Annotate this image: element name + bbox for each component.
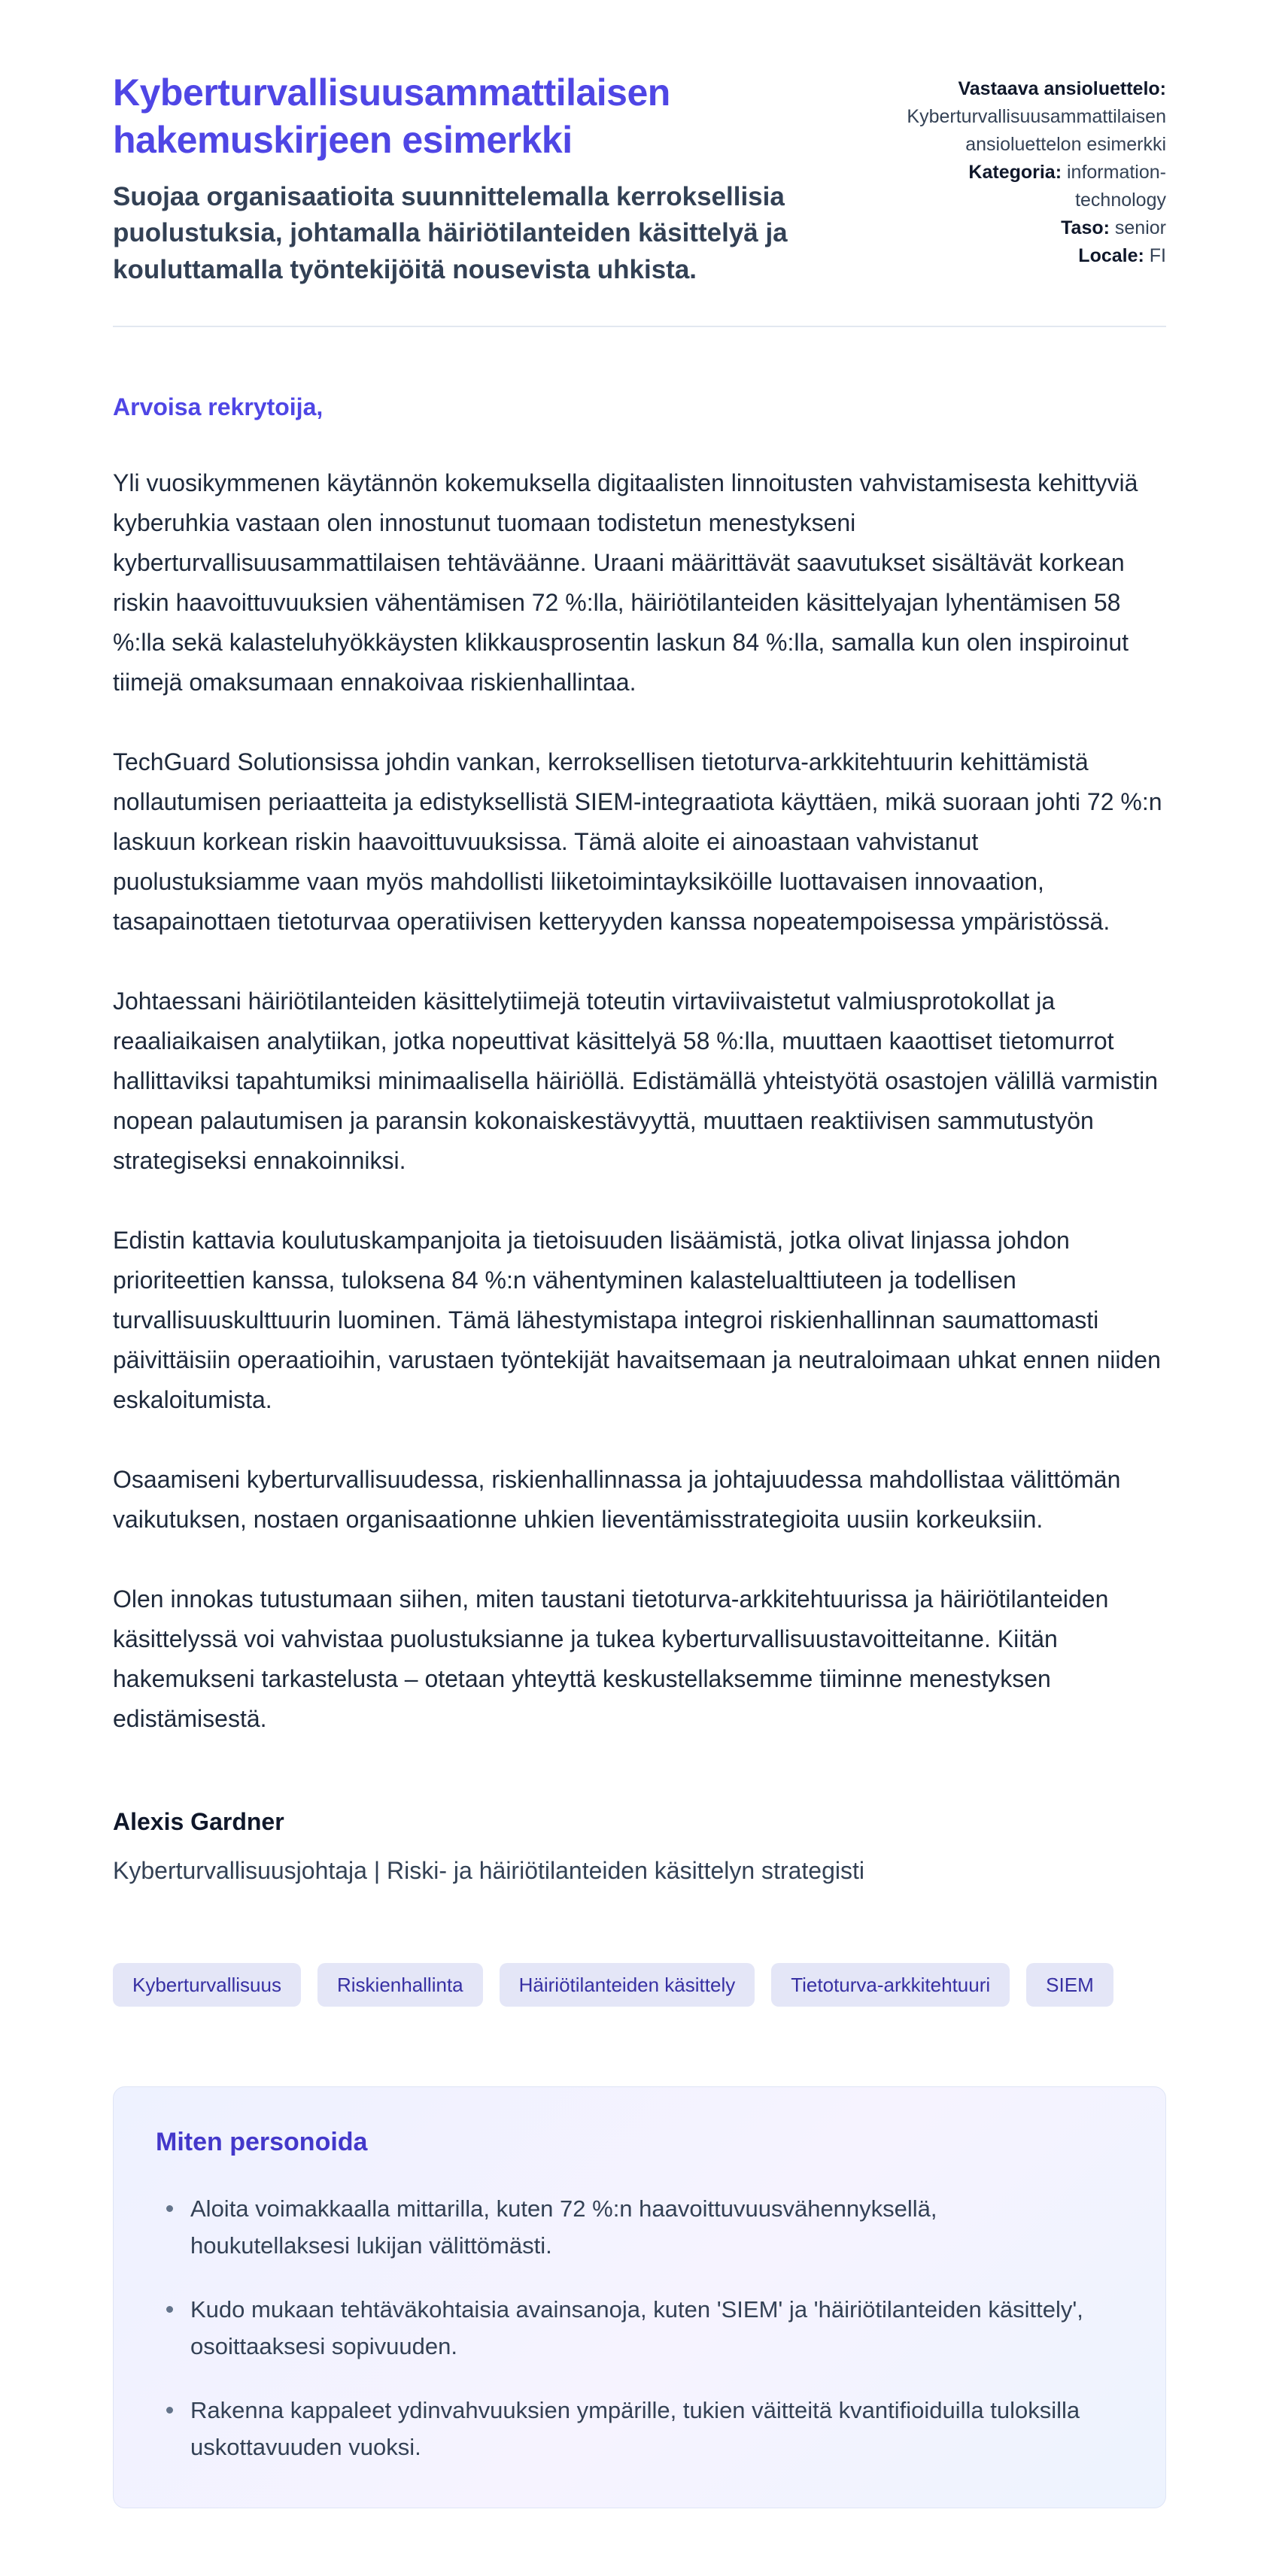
tips-list	[156, 2190, 1123, 2465]
letter-paragraph: Johtaessani häiriötilanteiden käsittelytiimejä toteutin virtaviivaistetut valmiusprotokollat ja reaaliaikaisen analytiikan, jotka nopeuttivat käsittelyä 58 %:lla, muuttaen kaaottiset tietomurrot hallittaviksi tapahtumiksi minimaalisella häiriöllä. Edistämällä yhteistyötä osastojen välillä varmistin nopean palautumisen ja paransin kokonaiskestävyyttä, muuttaen reaktiivisen sammutustyön strategiseksi ennakoinniksi.	[113, 987, 1159, 1174]
tag-list	[113, 1963, 1166, 2007]
letter-paragraph: TechGuard Solutionsissa johdin vankan, kerroksellisen tietoturva-arkkitehtuurin kehittämistä nollautumisen periaatteita ja edistyksellistä SIEM-integraatiota käyttäen, mikä suoraan johti 72 %:n laskuun korkean riskin haavoittuvuuksissa. Tämä aloite ei ainoastaan vahvistanut puolustuksiamme vaan myös mahdollisti liiketoimintayksiköille luottavaisen innovaation, tasapainottaen tietoturvaa operatiivisen ketteryyden kanssa nopeatempoisessa ympäristössä.	[113, 748, 1162, 935]
meta-locale-value: FI	[1149, 245, 1166, 266]
cover-letter-body	[113, 393, 1166, 1885]
tag-pill[interactable]: Riskienhallinta	[317, 1963, 483, 2007]
tag-pill[interactable]: Tietoturva-arkkitehtuuri	[771, 1963, 1010, 2007]
page-title: Kyberturvallisuusammattilaisen hakemuskirjeen esimerkki	[113, 71, 670, 161]
header-title-block	[113, 69, 850, 288]
meta-panel	[880, 69, 1166, 270]
page-subtitle: Suojaa organisaatioita suunnittelemalla kerroksellisia puolustuksia, johtamalla häiriötilanteiden käsittelyä ja kouluttamalla työntekijöitä nousevista uhkista.	[113, 182, 788, 284]
tip-item: Rakenna kappaleet ydinvahvuuksien ympärille, tukien väitteitä kvantifioiduilla tuloksilla uskottavuuden vuoksi.	[156, 2392, 1096, 2465]
meta-category-value: information-technology	[1067, 162, 1166, 211]
meta-category-label: Kategoria:	[968, 162, 1062, 183]
meta-locale-row	[880, 242, 1166, 270]
tips-title: Miten personoida	[156, 2127, 368, 2156]
signature-name: Alexis Gardner	[113, 1807, 284, 1835]
personalization-tips-box	[113, 2086, 1166, 2508]
meta-level-row	[880, 214, 1166, 242]
letter-paragraph: Yli vuosikymmenen käytännön kokemuksella digitaalisten linnoitusten vahvistamisesta kehittyviä kyberuhkia vastaan olen innostunut tuomaan todistetun menestykseni kyberturvallisuusammattilaisen tehtäväänne. Uraani määrittävät saavutukset sisältävät korkean riskin haavoittuvuuksien vähentämisen 72 %:lla, häiriötilanteiden käsittelyajan lyhentämisen 58 %:lla sekä kalasteluhyökkäysten klikkausprosentin laskun 84 %:lla, samalla kun olen inspiroinut tiimejä omaksumaan ennakoivaa riskienhallintaa.	[113, 469, 1138, 696]
letter-salutation: Arvoisa rekrytoija,	[113, 393, 324, 420]
meta-resume-label: Vastaava ansioluettelo:	[958, 78, 1166, 99]
page-header	[113, 69, 1166, 288]
letter-paragraph: Olen innokas tutustumaan siihen, miten taustani tietoturva-arkkitehtuurissa ja häiriötilanteiden käsittelyssä voi vahvistaa puolustuksianne ja tukea kyberturvallisuustavoitteitanne. Kiitän hakemukseni tarkastelusta – otetaan yhteyttä keskustellaksemme tiiminne menestyksen edistämisestä.	[113, 1585, 1109, 1732]
tag-pill[interactable]: Kyberturvallisuus	[113, 1963, 301, 2007]
tag-pill[interactable]: SIEM	[1026, 1963, 1113, 2007]
page-container	[113, 0, 1166, 2576]
meta-locale-label: Locale:	[1078, 245, 1144, 266]
meta-level-value: senior	[1114, 217, 1166, 238]
meta-level-label: Taso:	[1061, 217, 1110, 238]
meta-category-row	[880, 159, 1166, 214]
header-divider	[113, 326, 1166, 327]
signature-role: Kyberturvallisuusjohtaja | Riski- ja häiriötilanteiden käsittelyn strategisti	[113, 1856, 864, 1884]
letter-paragraph: Edistin kattavia koulutuskampanjoita ja tietoisuuden lisäämistä, jotka olivat linjassa johdon prioriteettien kanssa, tuloksena 84 %:n vähentyminen kalastelualttiuteen ja todellisen turvallisuuskulttuurin luominen. Tämä lähestymistapa integroi riskienhallinnan saumattomasti päivittäisiin operaatioihin, varustaen työntekijät havaitsemaan ja neutraloimaan uhkat ennen niiden eskaloitumista.	[113, 1226, 1161, 1413]
meta-resume-value: Kyberturvallisuusammattilaisen ansioluettelon esimerkki	[907, 106, 1166, 155]
tag-pill[interactable]: Häiriötilanteiden käsittely	[500, 1963, 755, 2007]
tip-item: Kudo mukaan tehtäväkohtaisia avainsanoja, kuten 'SIEM' ja 'häiriötilanteiden käsittely', osoittaaksesi sopivuuden.	[156, 2291, 1096, 2365]
meta-resume-row	[880, 75, 1166, 159]
tip-item: Aloita voimakkaalla mittarilla, kuten 72 %:n haavoittuvuusvähennyksellä, houkutellaksesi lukijan välittömästi.	[156, 2190, 1096, 2264]
letter-paragraph: Osaamiseni kyberturvallisuudessa, riskienhallinnassa ja johtajuudessa mahdollistaa välittömän vaikutuksen, nostaen organisaationne uhkien lieventämisstrategioita uusiin korkeuksiin.	[113, 1465, 1121, 1533]
